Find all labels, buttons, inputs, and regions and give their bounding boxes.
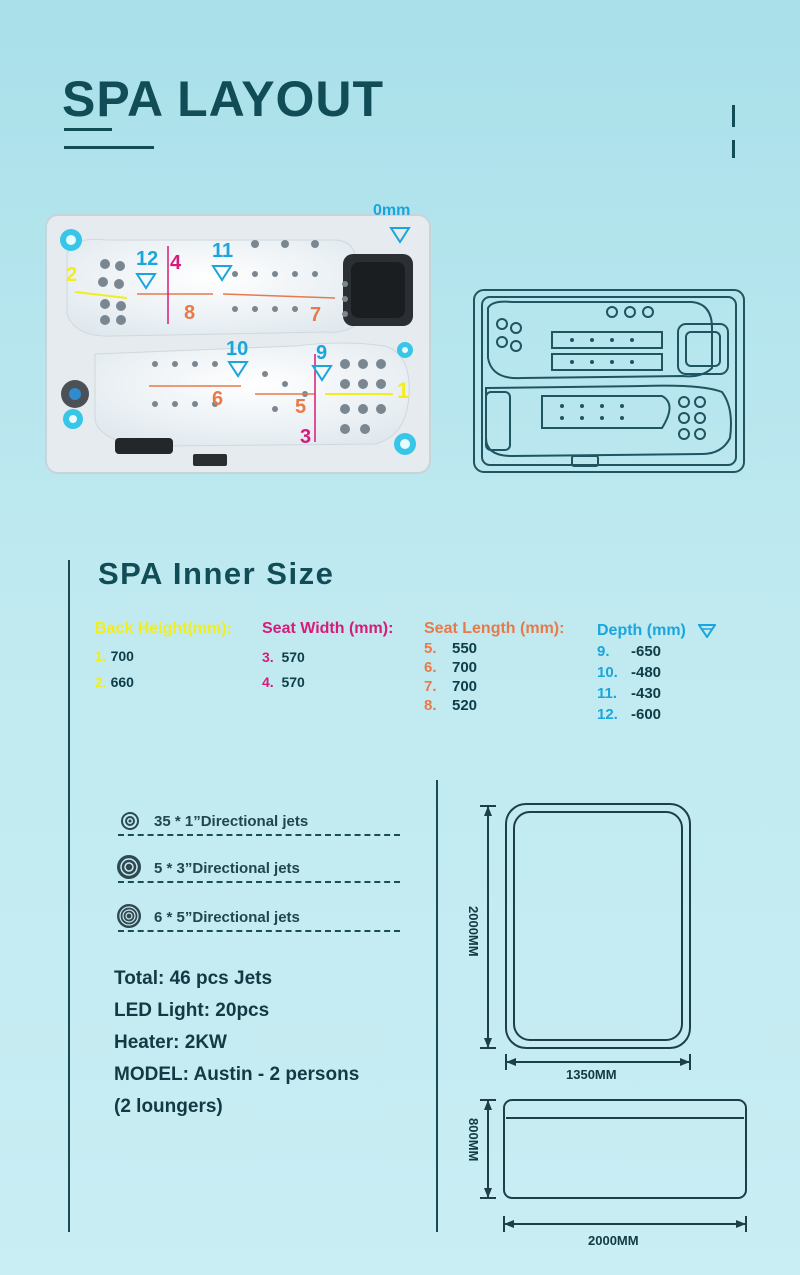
decor-bar-bottom — [732, 140, 735, 158]
jet-legend-label: 35 * 1”Directional jets — [154, 813, 309, 830]
depth-item: 10. -480 — [597, 664, 662, 681]
depth-item: 9. -650 — [597, 643, 662, 660]
page-title: SPA LAYOUT — [62, 71, 385, 127]
spec-loungers: (2 loungers) — [114, 1096, 223, 1117]
spec-total-jets: Total: 46 pcs Jets — [114, 968, 273, 989]
top-height-label: 2000MM — [466, 906, 481, 957]
marker-12: 12 — [136, 248, 159, 270]
inner-size-title: SPA Inner Size — [98, 556, 335, 591]
top-view-dimension-drawing — [470, 800, 700, 1080]
depth-triangle-icon — [698, 624, 716, 638]
back-height-item: 2. 660 — [95, 674, 134, 690]
marker-2: 2 — [66, 264, 78, 286]
marker-8: 8 — [184, 302, 196, 324]
marker-11: 11 — [212, 240, 234, 262]
marker-0mm: 0mm — [373, 202, 411, 219]
marker-7: 7 — [310, 304, 322, 326]
seat-length-item: 8. 520 — [424, 697, 478, 714]
side-width-label: 2000MM — [588, 1233, 639, 1248]
decor-bar-top — [732, 105, 735, 127]
back-height-header: Back Height(mm): — [95, 620, 232, 637]
marker-10: 10 — [226, 338, 249, 360]
large-jet-icon — [116, 903, 142, 929]
title-underline — [64, 128, 112, 131]
section-divider-middle — [436, 780, 438, 1232]
jet-legend-row — [118, 857, 400, 883]
seat-length-item: 7. 700 — [424, 678, 478, 695]
marker-3: 3 — [300, 426, 312, 448]
spec-model: MODEL: Austin - 2 persons — [114, 1064, 360, 1085]
jet-legend-label: 6 * 5”Directional jets — [154, 909, 300, 926]
seat-width-header: Seat Width (mm): — [262, 620, 394, 637]
seat-length-item: 5. 550 — [424, 640, 478, 657]
side-view-dimension-drawing — [470, 1094, 750, 1236]
marker-9: 9 — [316, 342, 328, 364]
marker-4: 4 — [170, 252, 182, 274]
back-height-item: 1. 700 — [95, 648, 134, 664]
seat-width-item: 3. 570 — [262, 649, 305, 665]
seat-width-item: 4. 570 — [262, 674, 305, 690]
seat-length-item: 6. 700 — [424, 659, 478, 676]
spec-heater: Heater: 2KW — [114, 1032, 227, 1053]
jet-legend-row — [118, 906, 400, 932]
medium-jet-icon — [116, 854, 142, 880]
seat-length-header: Seat Length (mm): — [424, 620, 565, 637]
side-height-label: 800MM — [466, 1118, 481, 1162]
top-width-label: 1350MM — [566, 1067, 617, 1082]
section-divider-left — [68, 560, 70, 1232]
marker-6: 6 — [212, 388, 224, 410]
title-underline-long — [64, 146, 154, 149]
spec-led-light: LED Light: 20pcs — [114, 1000, 270, 1021]
jet-legend-row — [118, 810, 400, 836]
marker-1: 1 — [397, 378, 410, 403]
jet-legend-label: 5 * 3”Directional jets — [154, 860, 300, 877]
spa-outline-drawing — [472, 288, 746, 474]
small-jet-icon — [120, 811, 140, 831]
depth-item: 12. -600 — [597, 706, 662, 723]
depth-header: Depth (mm) — [597, 622, 716, 640]
marker-5: 5 — [295, 396, 307, 418]
depth-item: 11. -430 — [597, 685, 662, 702]
